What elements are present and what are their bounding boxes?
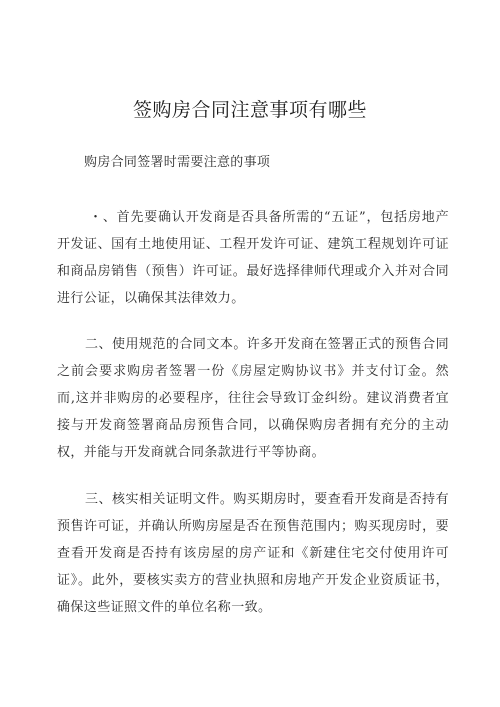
paragraph-3: 三、核实相关证明文件。购买期房时，要查看开发商是否持有预售许可证，并确认所购房屋是否在预售范围内；购买现房时，要查看开发商是否持有该房屋的房产证和《新建住宅交付使用许可证》。此外，要核实卖方的营业执照和房地产开发企业资质证书，确保这些证照文件的单位名称一致。: [57, 492, 449, 615]
paragraph-1: ・、首先要确认开发商是否具备所需的“五证”，包括房地产开发证、国有土地使用证、工程开发许可证、建筑工程规划许可证和商品房销售（预售）许可证。最好选择律师代理或介入并对合同进行公证，以确保其法律效力。: [57, 210, 449, 306]
document-title: 签购房合同注意事项有哪些: [132, 99, 367, 121]
document-subtitle: 购房合同签署时需要注意的事项: [84, 155, 271, 170]
paragraph-2: 二、使用规范的合同文本。许多开发商在签署正式的预售合同之前会要求购房者签署一份《房屋定购协议书》并支付订金。然而,这并非购房的必要程序，往往会导致订金纠纷。建议消费者宜接与开发商签署商品房预售合同，以确保购房者拥有充分的主动权，并能与开发商就合同条款进行平等协商。: [57, 337, 449, 460]
